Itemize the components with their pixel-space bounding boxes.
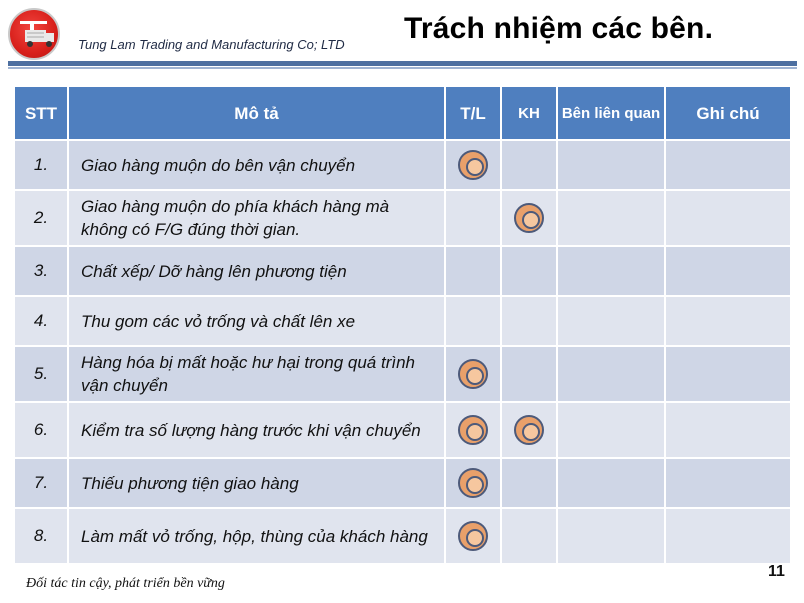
responsibility-table: [13, 85, 792, 565]
circle-check-icon: [458, 521, 488, 551]
page-number: 11: [768, 563, 785, 580]
cell-tl: [445, 246, 501, 296]
row-description: Giao hàng muộn do phía khách hàng mà không có F/G đúng thời gian.: [68, 190, 445, 246]
cell-notes: [665, 140, 791, 190]
cell-notes: [665, 402, 791, 458]
cell-notes: [665, 246, 791, 296]
row-number: 3.: [14, 246, 68, 296]
cell-kh: [501, 140, 557, 190]
truck-logo-graphic: [10, 10, 62, 62]
col-header-kh: KH: [501, 86, 557, 140]
cell-related-parties: [557, 508, 665, 564]
cell-related-parties: [557, 402, 665, 458]
cell-related-parties: [557, 140, 665, 190]
circle-check-icon: [514, 203, 544, 233]
row-number: 6.: [14, 402, 68, 458]
cell-tl: [445, 346, 501, 402]
slide-title: Trách nhiệm các bên.: [404, 12, 714, 45]
circle-check-icon: [458, 359, 488, 389]
cell-related-parties: [557, 296, 665, 346]
row-description: Giao hàng muộn do bên vận chuyển: [68, 140, 445, 190]
circle-check-icon: [458, 150, 488, 180]
company-name: Tung Lam Trading and Manufacturing Co; LTD: [78, 37, 345, 52]
header-divider-thin: [8, 67, 797, 69]
col-header-stt: STT: [14, 86, 68, 140]
cell-notes: [665, 458, 791, 508]
cell-related-parties: [557, 190, 665, 246]
cell-notes: [665, 508, 791, 564]
row-number: 1.: [14, 140, 68, 190]
cell-kh: [501, 296, 557, 346]
table-header-row: [14, 86, 791, 140]
cell-kh: [501, 402, 557, 458]
row-number: 4.: [14, 296, 68, 346]
table-row: [14, 458, 791, 508]
cell-notes: [665, 190, 791, 246]
table-row: [14, 190, 791, 246]
row-number: 2.: [14, 190, 68, 246]
cell-tl: [445, 190, 501, 246]
table-row: [14, 296, 791, 346]
table-row: [14, 402, 791, 458]
circle-check-icon: [458, 415, 488, 445]
cell-kh: [501, 246, 557, 296]
cell-notes: [665, 346, 791, 402]
cell-related-parties: [557, 346, 665, 402]
table-row: [14, 140, 791, 190]
cell-related-parties: [557, 458, 665, 508]
table-row: [14, 508, 791, 564]
cell-related-parties: [557, 246, 665, 296]
header-divider: [8, 61, 797, 66]
row-description: Chất xếp/ Dỡ hàng lên phương tiện: [68, 246, 445, 296]
circle-check-icon: [458, 468, 488, 498]
col-header-notes: Ghi chú: [665, 86, 791, 140]
row-description: Hàng hóa bị mất hoặc hư hại trong quá trình vận chuyển: [68, 346, 445, 402]
cell-kh: [501, 190, 557, 246]
row-description: Kiểm tra số lượng hàng trước khi vận chuyển: [68, 402, 445, 458]
col-header-description: Mô tả: [68, 86, 445, 140]
cell-tl: [445, 458, 501, 508]
row-number: 7.: [14, 458, 68, 508]
cell-tl: [445, 402, 501, 458]
cell-tl: [445, 296, 501, 346]
col-header-related-parties: Bên liên quan: [557, 86, 665, 140]
cell-kh: [501, 458, 557, 508]
cell-notes: [665, 296, 791, 346]
row-description: Thiếu phương tiện giao hàng: [68, 458, 445, 508]
circle-check-icon: [514, 415, 544, 445]
cell-tl: [445, 140, 501, 190]
row-description: Làm mất vỏ trống, hộp, thùng của khách hàng: [68, 508, 445, 564]
cell-tl: [445, 508, 501, 564]
cell-kh: [501, 508, 557, 564]
truck-logo-icon: [8, 8, 60, 60]
table-row: [14, 346, 791, 402]
footer-tagline: Đối tác tin cậy, phát triển bền vững: [26, 576, 225, 591]
cell-kh: [501, 346, 557, 402]
table-row: [14, 246, 791, 296]
row-number: 5.: [14, 346, 68, 402]
row-description: Thu gom các vỏ trống và chất lên xe: [68, 296, 445, 346]
row-number: 8.: [14, 508, 68, 564]
col-header-tl: T/L: [445, 86, 501, 140]
